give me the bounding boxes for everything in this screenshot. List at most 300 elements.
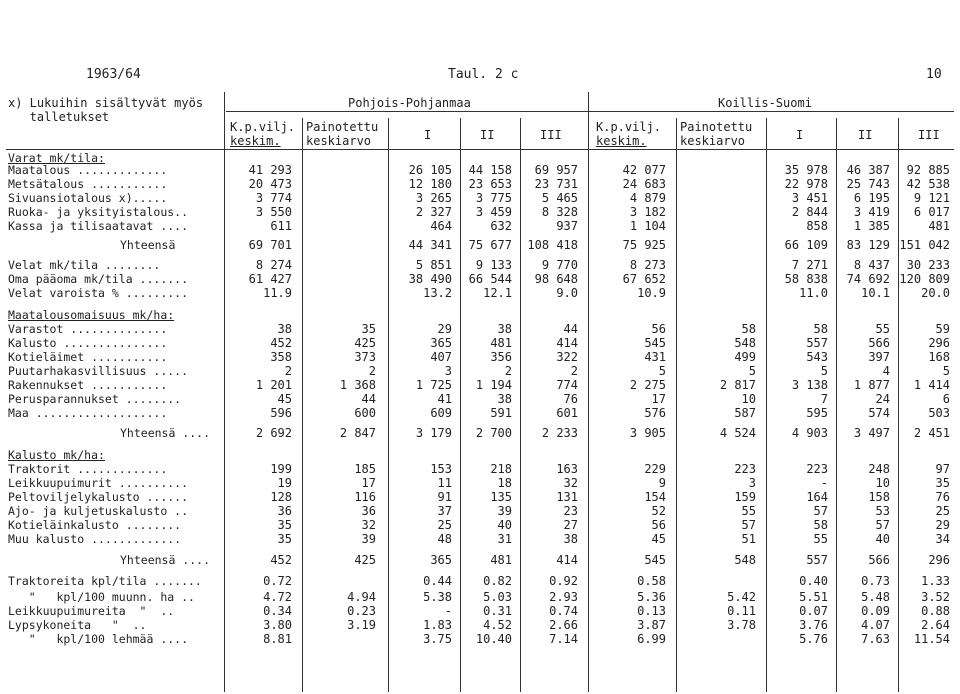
table-cell: 611	[270, 219, 292, 233]
table-cell: 574	[868, 406, 890, 420]
table-cell: 373	[354, 350, 376, 364]
table-cell: 452	[270, 553, 292, 567]
table-cell: 3.80	[263, 618, 292, 632]
col-head-painotettu-north: Painotettu	[306, 120, 379, 134]
table-cell: 6.99	[637, 632, 666, 646]
table-cell: 365	[430, 553, 452, 567]
table-cell: 4.72	[263, 590, 292, 604]
table-cell: 128	[270, 490, 292, 504]
table-cell: -	[444, 604, 452, 618]
col-head-keskim-north: keskim.	[230, 134, 281, 148]
table-cell: 3 179	[415, 426, 452, 440]
table-cell: 2 844	[791, 205, 828, 219]
table-cell: 5 465	[541, 191, 578, 205]
table-cell: 3 774	[255, 191, 292, 205]
table-cell: 452	[270, 336, 292, 350]
table-cell: 44 158	[468, 163, 512, 177]
table-cell: 2 847	[339, 426, 376, 440]
table-cell: 17	[361, 476, 376, 490]
table-cell: 2	[570, 364, 578, 378]
table-cell: 3 138	[791, 378, 828, 392]
table-cell: 20.0	[921, 286, 950, 300]
table-cell: 38 490	[408, 272, 452, 286]
col-head-keskiarvo-north: keskiarvo	[306, 134, 372, 148]
table-cell: 0.82	[483, 574, 512, 588]
table-cell: 8 328	[541, 205, 578, 219]
table-cell: 3.76	[799, 618, 828, 632]
table-cell: 39	[361, 532, 376, 546]
table-cell: 4.94	[347, 590, 376, 604]
table-cell: 10	[741, 392, 756, 406]
table-cell: 5	[820, 364, 828, 378]
table-cell: 774	[556, 378, 578, 392]
row-label: Varastot ..............	[8, 322, 168, 336]
table-cell: 2 692	[255, 426, 292, 440]
table-cell: 48	[437, 532, 452, 546]
col-divider	[520, 118, 521, 692]
table-cell: 26 105	[408, 163, 452, 177]
table-cell: 358	[270, 350, 292, 364]
table-cell: 0.40	[799, 574, 828, 588]
table-cell: 36	[277, 504, 292, 518]
table-cell: 23 653	[468, 177, 512, 191]
note-line-2: talletukset	[8, 110, 110, 124]
table-cell: 158	[868, 490, 890, 504]
table-cell: 151 042	[899, 238, 950, 252]
table-cell: 13.2	[423, 286, 452, 300]
table-cell: 0.88	[921, 604, 950, 618]
table-cell: 35	[935, 476, 950, 490]
table-cell: 0.58	[637, 574, 666, 588]
table-cell: 42 077	[622, 163, 666, 177]
table-cell: 6 017	[913, 205, 950, 219]
row-label: Sivuansiotalous x).....	[8, 191, 168, 205]
row-label: Traktoreita kpl/tila .......	[8, 574, 202, 588]
table-cell: 365	[430, 336, 452, 350]
table-cell: 3.19	[347, 618, 376, 632]
table-cell: 3 265	[415, 191, 452, 205]
table-cell: 23 731	[534, 177, 578, 191]
section-heading: Maatalousomaisuus mk/ha:	[8, 308, 175, 322]
table-cell: 481	[928, 219, 950, 233]
table-cell: 7.63	[861, 632, 890, 646]
table-cell: 8 437	[853, 258, 890, 272]
table-cell: 9 121	[913, 191, 950, 205]
table-cell: 27	[563, 518, 578, 532]
col-divider	[388, 118, 389, 692]
table-cell: 98 648	[534, 272, 578, 286]
table-cell: 4.07	[861, 618, 890, 632]
table-cell: 3 775	[475, 191, 512, 205]
table-cell: 135	[490, 490, 512, 504]
table-cell: 41 293	[248, 163, 292, 177]
table-cell: 36	[361, 504, 376, 518]
header-table-id: Taul. 2 c	[448, 67, 519, 82]
table-cell: 52	[651, 504, 666, 518]
table-cell: 46 387	[846, 163, 890, 177]
row-label: Puutarhakasvillisuus .....	[8, 364, 189, 378]
col-divider	[460, 118, 461, 692]
table-cell: 0.74	[549, 604, 578, 618]
table-cell: 5.48	[861, 590, 890, 604]
table-cell: 218	[490, 462, 512, 476]
table-cell: 25 743	[846, 177, 890, 191]
table-cell: 38	[563, 532, 578, 546]
table-cell: 3 459	[475, 205, 512, 219]
table-cell: 120 809	[899, 272, 950, 286]
table-cell: 29	[935, 518, 950, 532]
row-label: Metsätalous ...........	[8, 177, 168, 191]
table-cell: 548	[734, 553, 756, 567]
table-cell: 223	[734, 462, 756, 476]
row-label: Perusparannukset ........	[8, 392, 182, 406]
table-cell: 199	[270, 462, 292, 476]
table-cell: 57	[875, 518, 890, 532]
table-cell: 8 274	[255, 258, 292, 272]
table-cell: 7	[820, 392, 828, 406]
table-cell: 29	[437, 322, 452, 336]
total-label: Yhteensä	[120, 238, 176, 252]
col-head-keskiarvo-east: keskiarvo	[680, 134, 746, 148]
table-cell: 3.52	[921, 590, 950, 604]
row-label: Traktorit .............	[8, 462, 168, 476]
table-cell: 11.0	[799, 286, 828, 300]
table-cell: 6	[942, 392, 950, 406]
table-cell: 35	[277, 518, 292, 532]
table-cell: 576	[644, 406, 666, 420]
table-cell: 3.75	[423, 632, 452, 646]
row-label: Kotieläimet ...........	[8, 350, 168, 364]
row-label: Velat mk/tila ........	[8, 258, 161, 272]
table-cell: 591	[490, 406, 512, 420]
table-cell: 5.76	[799, 632, 828, 646]
table-cell: 67 652	[622, 272, 666, 286]
table-cell: 3 451	[791, 191, 828, 205]
table-cell: 66 544	[468, 272, 512, 286]
row-label: Peltoviljelykalusto ......	[8, 490, 189, 504]
header-page-number: 10	[926, 67, 942, 82]
table-cell: 3	[444, 364, 452, 378]
table-cell: 164	[806, 490, 828, 504]
table-cell: 45	[277, 392, 292, 406]
table-cell: 7 271	[791, 258, 828, 272]
table-cell: 0.73	[861, 574, 890, 588]
row-label: Leikkuupuimureita " ..	[8, 604, 175, 618]
table-cell: 12 180	[408, 177, 452, 191]
table-cell: 937	[556, 219, 578, 233]
col-head-keskim-east: keskim.	[596, 134, 647, 148]
table-cell: 0.92	[549, 574, 578, 588]
table-cell: 24	[875, 392, 890, 406]
table-cell: 35	[361, 322, 376, 336]
col-divider	[676, 118, 677, 692]
table-cell: 66 109	[784, 238, 828, 252]
table-cell: 0.34	[263, 604, 292, 618]
table-cell: 0.13	[637, 604, 666, 618]
region-rule	[226, 111, 954, 112]
table-cell: 596	[270, 406, 292, 420]
table-cell: 57	[741, 518, 756, 532]
total-label: Yhteensä ....	[120, 426, 211, 440]
region-north: Pohjois-Pohjanmaa	[348, 96, 471, 110]
table-cell: 0.07	[799, 604, 828, 618]
table-cell: 131	[556, 490, 578, 504]
table-cell: 159	[734, 490, 756, 504]
table-cell: 481	[490, 336, 512, 350]
table-cell: 25	[437, 518, 452, 532]
table-cell: 632	[490, 219, 512, 233]
table-cell: 5	[658, 364, 666, 378]
col-head-iii-east: III	[918, 128, 940, 142]
table-cell: 4 524	[719, 426, 756, 440]
table-cell: 543	[806, 350, 828, 364]
table-cell: 566	[868, 553, 890, 567]
table-cell: 545	[644, 553, 666, 567]
table-cell: 229	[644, 462, 666, 476]
table-cell: 10.9	[637, 286, 666, 300]
section-heading: Kalusto mk/ha:	[8, 448, 105, 462]
table-cell: 91	[437, 490, 452, 504]
table-cell: 55	[875, 322, 890, 336]
table-cell: 25	[935, 504, 950, 518]
table-cell: 0.72	[263, 574, 292, 588]
table-cell: 44	[361, 392, 376, 406]
table-cell: 5	[748, 364, 756, 378]
table-cell: 19	[277, 476, 292, 490]
row-label: Kassa ja tilisaatavat ....	[8, 219, 189, 233]
table-cell: 5.03	[483, 590, 512, 604]
col-head-i-north: I	[424, 128, 432, 142]
table-cell: 154	[644, 490, 666, 504]
row-label: " kpl/100 muunn. ha ..	[8, 590, 195, 604]
row-label: Maa ...................	[8, 406, 168, 420]
table-cell: 414	[556, 553, 578, 567]
col-divider-region	[588, 92, 589, 692]
row-label: Kotieläinkalusto ........	[8, 518, 182, 532]
table-cell: 83 129	[846, 238, 890, 252]
table-cell: 24 683	[622, 177, 666, 191]
table-cell: 17	[651, 392, 666, 406]
table-cell: 9.0	[556, 286, 578, 300]
table-cell: 45	[651, 532, 666, 546]
table-cell: 3 419	[853, 205, 890, 219]
table-cell: 4	[882, 364, 890, 378]
table-cell: 9	[658, 476, 666, 490]
table-cell: 5.38	[423, 590, 452, 604]
col-divider	[766, 118, 767, 692]
table-cell: 464	[430, 219, 452, 233]
table-cell: 1 368	[339, 378, 376, 392]
table-cell: 31	[497, 532, 512, 546]
table-cell: 30 233	[906, 258, 950, 272]
table-cell: 2 817	[719, 378, 756, 392]
table-cell: 76	[935, 490, 950, 504]
col-head-i-east: I	[796, 128, 804, 142]
table-cell: 163	[556, 462, 578, 476]
table-cell: 8.81	[263, 632, 292, 646]
table-cell: 557	[806, 336, 828, 350]
table-cell: 58	[813, 322, 828, 336]
total-label: Yhteensä ....	[120, 553, 211, 567]
table-cell: 168	[928, 350, 950, 364]
table-cell: 407	[430, 350, 452, 364]
header-year: 1963/64	[86, 67, 141, 82]
row-label: Maatalous .............	[8, 163, 168, 177]
table-cell: 56	[651, 322, 666, 336]
table-cell: 0.31	[483, 604, 512, 618]
table-cell: 7.14	[549, 632, 578, 646]
table-cell: 32	[563, 476, 578, 490]
table-cell: 58 838	[784, 272, 828, 286]
table-cell: 3 497	[853, 426, 890, 440]
table-cell: 108 418	[527, 238, 578, 252]
region-east: Koillis-Suomi	[718, 96, 812, 110]
col-head-painotettu-east: Painotettu	[680, 120, 753, 134]
table-cell: 356	[490, 350, 512, 364]
row-label: Kalusto ...............	[8, 336, 168, 350]
col-head-kpvilj-north: K.p.vilj.	[230, 120, 296, 134]
table-cell: 431	[644, 350, 666, 364]
table-cell: 3 182	[629, 205, 666, 219]
table-cell: 595	[806, 406, 828, 420]
table-cell: 557	[806, 553, 828, 567]
table-cell: 3.87	[637, 618, 666, 632]
table-cell: 22 978	[784, 177, 828, 191]
table-cell: 40	[497, 518, 512, 532]
table-cell: 58	[813, 518, 828, 532]
table-cell: 0.09	[861, 604, 890, 618]
table-cell: 59	[935, 322, 950, 336]
table-cell: 38	[497, 322, 512, 336]
table-cell: 3.78	[727, 618, 756, 632]
table-cell: 0.23	[347, 604, 376, 618]
row-label: Oma pääoma mk/tila .......	[8, 272, 189, 286]
table-cell: 0.11	[727, 604, 756, 618]
table-cell: 57	[813, 504, 828, 518]
table-cell: 2 451	[913, 426, 950, 440]
table-cell: 1.33	[921, 574, 950, 588]
table-cell: 545	[644, 336, 666, 350]
table-cell: 55	[741, 504, 756, 518]
table-cell: 97	[935, 462, 950, 476]
table-cell: 600	[354, 406, 376, 420]
table-cell: 11	[437, 476, 452, 490]
table-cell: 10	[875, 476, 890, 490]
table-cell: 40	[875, 532, 890, 546]
table-cell: 12.1	[483, 286, 512, 300]
table-cell: 39	[497, 504, 512, 518]
table-cell: 55	[813, 532, 828, 546]
table-cell: 38	[277, 322, 292, 336]
col-head-ii-north: II	[480, 128, 495, 142]
table-cell: 153	[430, 462, 452, 476]
row-label: " kpl/100 lehmää ....	[8, 632, 189, 646]
table-cell: 8 273	[629, 258, 666, 272]
table-cell: 3 550	[255, 205, 292, 219]
table-cell: 61 427	[248, 272, 292, 286]
table-cell: 76	[563, 392, 578, 406]
table-cell: 2.93	[549, 590, 578, 604]
table-cell: 4.52	[483, 618, 512, 632]
table-cell: 10.1	[861, 286, 890, 300]
table-cell: 1 201	[255, 378, 292, 392]
table-cell: 248	[868, 462, 890, 476]
table-cell: 10.40	[475, 632, 512, 646]
table-cell: 425	[354, 336, 376, 350]
table-cell: 18	[497, 476, 512, 490]
table-cell: 37	[437, 504, 452, 518]
table-cell: 5	[942, 364, 950, 378]
table-cell: 2 327	[415, 205, 452, 219]
table-cell: 5 851	[415, 258, 452, 272]
table-cell: 296	[928, 553, 950, 567]
table-cell: 32	[361, 518, 376, 532]
table-cell: 2.64	[921, 618, 950, 632]
col-divider	[836, 118, 837, 692]
row-label: Ruoka- ja yksityistalous..	[8, 205, 189, 219]
table-cell: 223	[806, 462, 828, 476]
table-cell: 4 903	[791, 426, 828, 440]
table-cell: 503	[928, 406, 950, 420]
col-head-iii-north: III	[540, 128, 562, 142]
table-cell: 1 385	[853, 219, 890, 233]
table-cell: 1 414	[913, 378, 950, 392]
table-cell: 11.9	[263, 286, 292, 300]
table-cell: 53	[875, 504, 890, 518]
table-cell: 35	[277, 532, 292, 546]
table-cell: 2 233	[541, 426, 578, 440]
table-cell: 185	[354, 462, 376, 476]
table-cell: 3 905	[629, 426, 666, 440]
table-cell: 92 885	[906, 163, 950, 177]
table-cell: 5.36	[637, 590, 666, 604]
row-label: Velat varoista % .........	[8, 286, 189, 300]
table-cell: 9 133	[475, 258, 512, 272]
table-cell: 74 692	[846, 272, 890, 286]
header-rule	[6, 149, 954, 150]
table-cell: 5.42	[727, 590, 756, 604]
table-cell: 44	[563, 322, 578, 336]
table-cell: 499	[734, 350, 756, 364]
table-cell: 69 701	[248, 238, 292, 252]
table-cell: 42 538	[906, 177, 950, 191]
table-cell: 4 879	[629, 191, 666, 205]
col-divider-label	[224, 92, 225, 692]
table-cell: 397	[868, 350, 890, 364]
table-cell: 414	[556, 336, 578, 350]
table-cell: 2 700	[475, 426, 512, 440]
table-cell: 425	[354, 553, 376, 567]
table-cell: 20 473	[248, 177, 292, 191]
col-divider	[898, 118, 899, 692]
table-cell: 1.83	[423, 618, 452, 632]
table-cell: 35 978	[784, 163, 828, 177]
table-cell: 5.51	[799, 590, 828, 604]
row-label: Leikkuupuimurit ..........	[8, 476, 189, 490]
table-cell: -	[820, 476, 828, 490]
table-cell: 11.54	[913, 632, 950, 646]
table-cell: 38	[497, 392, 512, 406]
table-cell: 601	[556, 406, 578, 420]
table-cell: 481	[490, 553, 512, 567]
section-heading: Varat mk/tila:	[8, 151, 105, 165]
table-cell: 3	[748, 476, 756, 490]
row-label: Lypsykoneita " ..	[8, 618, 147, 632]
table-cell: 587	[734, 406, 756, 420]
table-cell: 34	[935, 532, 950, 546]
table-cell: 6 195	[853, 191, 890, 205]
table-cell: 9 770	[541, 258, 578, 272]
